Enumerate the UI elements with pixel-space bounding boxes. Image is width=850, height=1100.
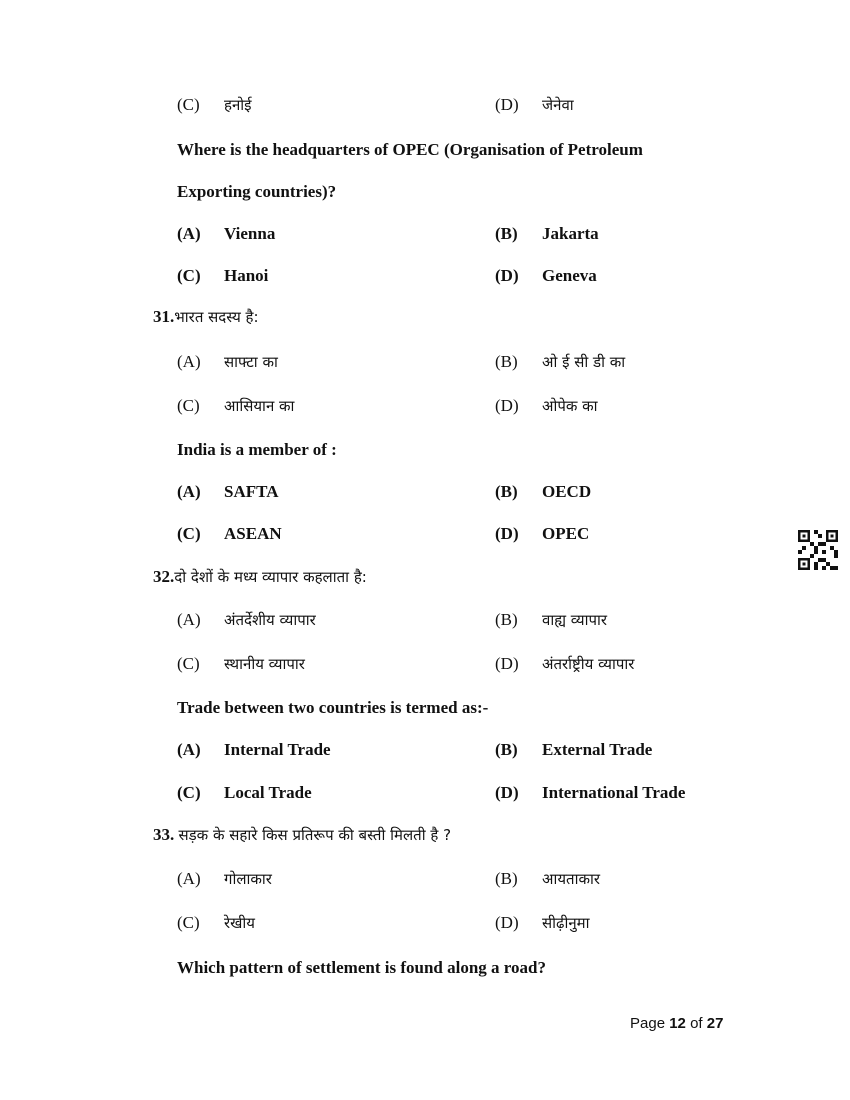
option-label: (D) [495,524,519,543]
option-label: (C) [177,524,201,543]
question-text: India is a member of : [177,440,337,459]
option-text: आयताकार [542,870,601,888]
option-label: (A) [177,482,201,501]
question-number: 31. [153,307,175,326]
question-text: भारत सदस्य है: [174,308,259,326]
question-text: सड़क के सहारे किस प्रतिरूप की बस्ती मिलती है ? [178,826,452,844]
option-label: (B) [495,610,518,629]
option-text: Geneva [542,266,597,285]
page-of-label: of [690,1015,703,1032]
option-label: (B) [495,740,518,759]
question-text: Exporting countries)? [177,182,337,201]
question-31 [153,306,259,328]
page-number [630,1015,723,1032]
option-text: अंतर्देशीय व्यापार [224,611,316,629]
option-label: (C) [177,95,200,114]
option-label: (C) [177,266,201,285]
question-33 [153,824,451,846]
option-text: International Trade [542,783,686,802]
option-text: ASEAN [224,524,282,543]
option-text: साफ्टा का [224,353,278,371]
option-label: (D) [495,266,519,285]
option-label: (D) [495,913,519,932]
option-text: Jakarta [542,224,599,243]
option-label: (B) [495,482,518,501]
question-number: 32. [153,567,175,586]
page-current: 12 [669,1015,686,1032]
option-label: (A) [177,869,201,888]
option-text: सीढ़ीनुमा [542,914,590,932]
option-label: (A) [177,224,201,243]
option-text: ओपेक का [542,397,598,415]
question-text: Trade between two countries is termed as:- [177,698,489,717]
option-text: Local Trade [224,783,312,802]
question-32 [153,566,367,588]
option-label: (A) [177,740,201,759]
option-label: (D) [495,95,519,114]
option-text: अंतर्राष्ट्रीय व्यापार [542,655,635,673]
option-text: वाह्य व्यापार [542,611,608,629]
page-label: Page [630,1015,666,1032]
option-text: आसियान का [224,397,295,415]
option-label: (A) [177,352,201,371]
option-text: Internal Trade [224,740,331,759]
option-text: OPEC [542,524,590,543]
option-text: रेखीय [224,914,255,932]
question-text: Which pattern of settlement is found along a road? [177,958,546,977]
option-label: (C) [177,654,200,673]
option-label: (D) [495,783,519,802]
option-text: हनोई [224,96,252,114]
option-text: स्थानीय व्यापार [224,655,305,673]
option-label: (C) [177,913,200,932]
option-label: (A) [177,610,201,629]
page-total: 27 [706,1015,724,1032]
option-label: (C) [177,396,200,415]
option-text: SAFTA [224,482,279,501]
option-text: Vienna [224,224,276,243]
question-number: 33. [153,825,175,844]
option-text: External Trade [542,740,653,759]
option-label: (B) [495,224,518,243]
option-text: ओ ई सी डी का [542,353,626,371]
option-label: (D) [495,396,519,415]
option-text: OECD [542,482,592,501]
question-text: दो देशों के मध्य व्यापार कहलाता है: [174,568,367,586]
option-label: (C) [177,783,201,802]
option-text: गोलाकार [224,870,272,888]
qr-code-icon [798,530,838,570]
option-text: जेनेवा [542,96,574,114]
question-text: Where is the headquarters of OPEC (Organisation of Petroleum [177,140,643,159]
option-label: (B) [495,352,518,371]
option-text: Hanoi [224,266,269,285]
option-label: (B) [495,869,518,888]
option-label: (D) [495,654,519,673]
